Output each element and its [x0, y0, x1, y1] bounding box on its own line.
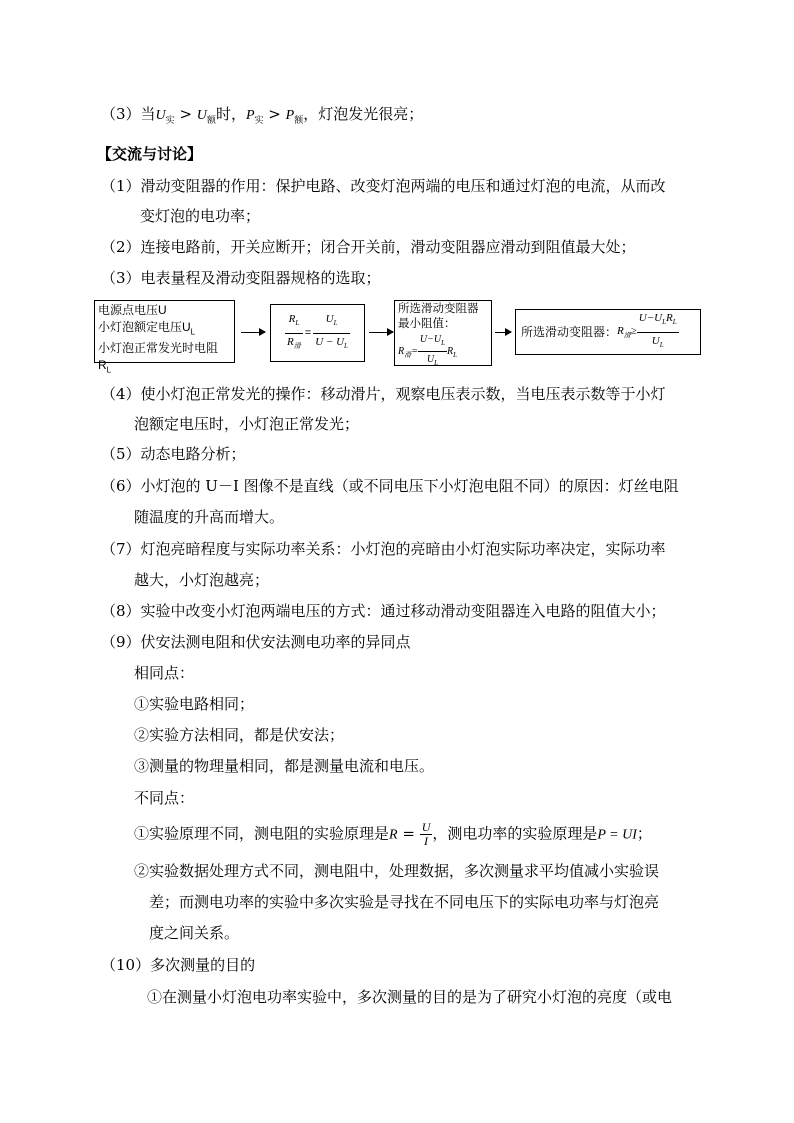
flow-arrow-1 [241, 332, 265, 333]
item-7-line-2: 越大，小灯泡越亮； [134, 571, 270, 589]
u: U − U [315, 335, 345, 348]
var-u-rated: U [196, 108, 207, 123]
same-heading: 相同点： [134, 664, 195, 682]
diff-2-line-3: 度之间关系。 [149, 924, 240, 942]
sub: L [190, 327, 196, 337]
item-10-1: ①在测量小灯泡电功率实验中，多次测量的目的是为了研究小灯泡的亮度（或电 [147, 988, 673, 1006]
var-u: U [155, 108, 166, 123]
item-4-line-1: （4）使小灯泡正常发光的操作：移动滑片，观察电压表示数，当电压表示数等于小灯 [101, 385, 666, 403]
same-3: ③测量的物理量相同，都是测量电流和电压。 [134, 757, 435, 775]
sub-rated: 额 [294, 116, 304, 126]
eq: = [397, 824, 420, 843]
text: （3）当 [101, 105, 156, 123]
diff-heading: 不同点： [134, 789, 195, 807]
ratio-lhs [285, 311, 303, 354]
sub-rated: 额 [206, 116, 216, 126]
ge: ≥ [630, 325, 637, 338]
num: U−U [419, 334, 442, 345]
sub: L [434, 359, 438, 367]
given-resistance [98, 340, 231, 378]
sub: 滑 [404, 350, 412, 359]
text: ，灯泡发光很亮； [303, 105, 424, 123]
text: ①实验原理不同，测电阻的实验原理是 [134, 824, 390, 843]
sub: L [333, 319, 338, 328]
flow-arrow-3 [495, 332, 511, 333]
r: R [617, 325, 624, 338]
selected-formula [617, 310, 679, 353]
item-6-line-2: 随温度的升高而增大。 [134, 508, 285, 526]
r: R [389, 827, 398, 843]
flow-box-selected [515, 309, 701, 355]
num: U−U [638, 312, 663, 325]
p-formula: P = UI [597, 827, 637, 843]
item-8: （8）实验中改变小灯泡两端电压的方式：通过移动滑动变阻器连入电路的阻值大小； [101, 602, 666, 620]
r: R [288, 313, 296, 326]
tail: R [666, 312, 673, 325]
r: R [287, 335, 294, 348]
sub: L [659, 340, 664, 349]
den: U [651, 334, 660, 347]
label: 所选滑动变阻器： [521, 324, 618, 339]
sub: L [106, 365, 112, 375]
flow-box-ratio [270, 304, 365, 362]
item-6-line-1: （6）小灯泡的 U－I 图像不是直线（或不同电压下小灯泡电阻不同）的原因：灯丝电阻 [101, 477, 679, 495]
diff-1 [134, 821, 652, 848]
text: 小灯泡额定电压U [98, 320, 191, 334]
item-10: （10）多次测量的目的 [101, 956, 256, 974]
item-2: （2）连接电路前，开关应断开；闭合开关前，滑动变阻器应滑动到阻值最大处； [101, 238, 636, 256]
eq: = [411, 345, 418, 357]
r: R [398, 345, 405, 357]
diff-2-line-1: ②实验数据处理方式不同，测电阻中，处理数据，多次测量求平均值减小实验误 [134, 862, 660, 880]
sub-actual: 实 [165, 116, 175, 126]
same-2: ②实验方法相同，都是伏安法； [134, 726, 345, 744]
text: ； [636, 824, 652, 843]
var-p-rated: P [285, 108, 295, 123]
label: 所选滑动变阻器 [398, 303, 479, 315]
label: 最小阻值： [398, 318, 456, 330]
ratio-rhs [313, 311, 350, 354]
den: U [426, 354, 435, 365]
sub: L [453, 350, 457, 359]
sub: 滑 [293, 341, 301, 350]
frac [418, 332, 447, 371]
text: 时， [215, 105, 246, 123]
item-7-line-1: （7）灯泡亮暗程度与实际功率关系：小灯泡的亮暗由小灯泡实际功率决定，实际功率 [101, 540, 666, 558]
sub: L [672, 318, 677, 327]
frac-u-i [420, 821, 433, 848]
sub: L [295, 319, 300, 328]
sub: 滑 [623, 331, 631, 340]
gt: > [263, 105, 286, 123]
text: 小灯泡正常发光时电阻R [98, 341, 219, 373]
same-1: ①实验电路相同； [134, 695, 255, 713]
item-3: （3）电表量程及滑动变阻器规格的选取； [101, 269, 381, 287]
diff-2-line-2: 差；而测电功率的实验中多次实验是寻找在不同电压下的实际电功率与灯泡亮 [149, 893, 660, 911]
frac [637, 310, 679, 353]
item-1-line-1: （1）滑动变阻器的作用：保护电路、改变灯泡两端的电压和通过灯泡的电流，从而改 [101, 177, 666, 195]
flow-box-given [94, 300, 235, 375]
item-3-brightness [101, 104, 423, 131]
flow-box-min-resistance [394, 300, 492, 366]
section-title: 【交流与讨论】 [97, 145, 203, 163]
sub: L [662, 318, 667, 327]
sub-actual: 实 [254, 116, 264, 126]
item-4-line-2: 泡额定电压时，小灯泡正常发光； [134, 415, 360, 433]
item-9: （9）伏安法测电阻和伏安法测电功率的异同点 [101, 633, 411, 651]
num: U [421, 820, 431, 834]
var-p: P [245, 108, 255, 123]
flow-arrow-2 [369, 332, 393, 333]
gt: > [174, 105, 197, 123]
item-1-line-2: 变灯泡的电功率； [140, 207, 261, 225]
u: U [325, 313, 334, 326]
sub: L [344, 341, 348, 350]
tail: R [446, 345, 454, 357]
text: ，测电功率的实验原理是 [432, 824, 598, 843]
sub: L [441, 339, 445, 347]
equals: = [304, 326, 312, 339]
den: I [424, 834, 429, 848]
given-voltage: 电源点电压U [98, 303, 167, 317]
given-rated-voltage [98, 319, 231, 340]
item-5: （5）动态电路分析； [101, 445, 246, 463]
min-formula [398, 332, 488, 371]
